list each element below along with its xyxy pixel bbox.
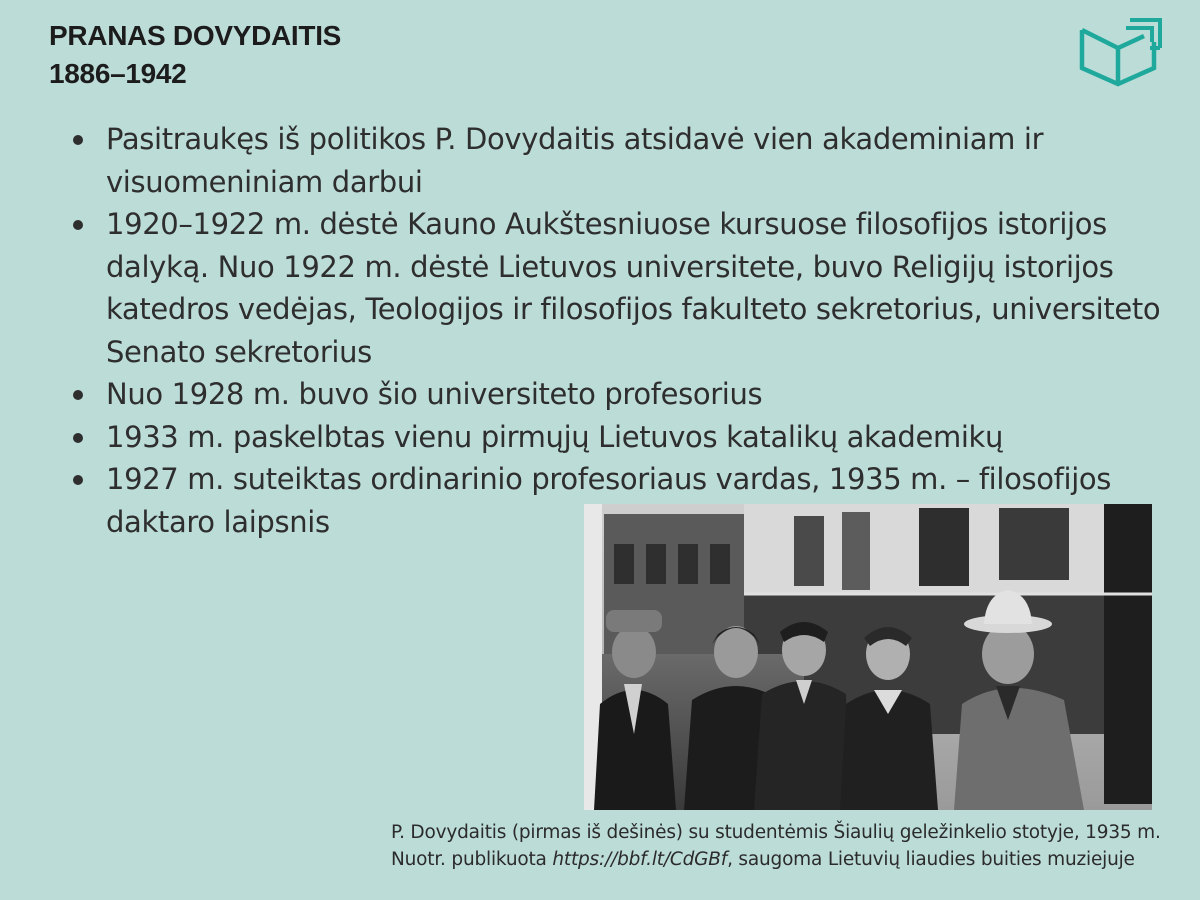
life-years: 1886–1942 bbox=[49, 58, 187, 89]
bullet-text: Nuo 1928 m. buvo šio universiteto profesorius bbox=[106, 377, 763, 411]
caption-text-end: , saugoma Lietuvių liaudies buities muziejuje bbox=[727, 849, 1135, 870]
bullet-text: 1927 m. suteiktas ordinarinio profesoriaus vardas, 1935 m. – filosofijos daktaro laipsnis bbox=[106, 462, 1112, 539]
bullet-list bbox=[66, 118, 1176, 543]
historical-photo bbox=[584, 504, 1152, 810]
photo-caption bbox=[391, 819, 1181, 873]
bullet-text: 1933 m. paskelbtas vienu pirmųjų Lietuvos katalikų akademikų bbox=[106, 419, 1004, 454]
bullet-dot bbox=[73, 433, 83, 443]
list-item bbox=[66, 203, 1176, 373]
bullet-dot bbox=[73, 220, 83, 230]
bullet-text: 1920–1922 m. dėstė Kauno Aukštesniuose kursuose filosofijos istorijos dalyką. Nuo 1922 m. dėstė Lietuvos universitete, buvo Religijų istorijos katedros vedėjas, Teologijos ir filosofijos fakulteto sekretorius, universiteto Senato sekretorius bbox=[106, 207, 1161, 369]
slide-header bbox=[49, 17, 341, 93]
source-link[interactable]: https://bbf.lt/CdGBf bbox=[552, 849, 728, 870]
list-item bbox=[66, 118, 1176, 203]
list-item bbox=[66, 373, 1176, 416]
list-item bbox=[66, 416, 1176, 459]
caption-text: P. Dovydaitis (pirmas iš dešinės) su studentėmis Šiaulių geležinkelio stotyje, 1935 m. Nuotr. publikuota bbox=[391, 822, 1161, 870]
bullet-dot bbox=[73, 475, 83, 485]
person-name: PRANAS DOVYDAITIS bbox=[49, 20, 342, 51]
bullet-text: Pasitraukęs iš politikos P. Dovydaitis atsidavė vien akademiniam ir visuomeniniam darbui bbox=[106, 122, 1044, 199]
bullet-dot bbox=[73, 135, 83, 145]
bullet-dot bbox=[73, 390, 83, 400]
open-book-icon bbox=[1078, 16, 1164, 88]
